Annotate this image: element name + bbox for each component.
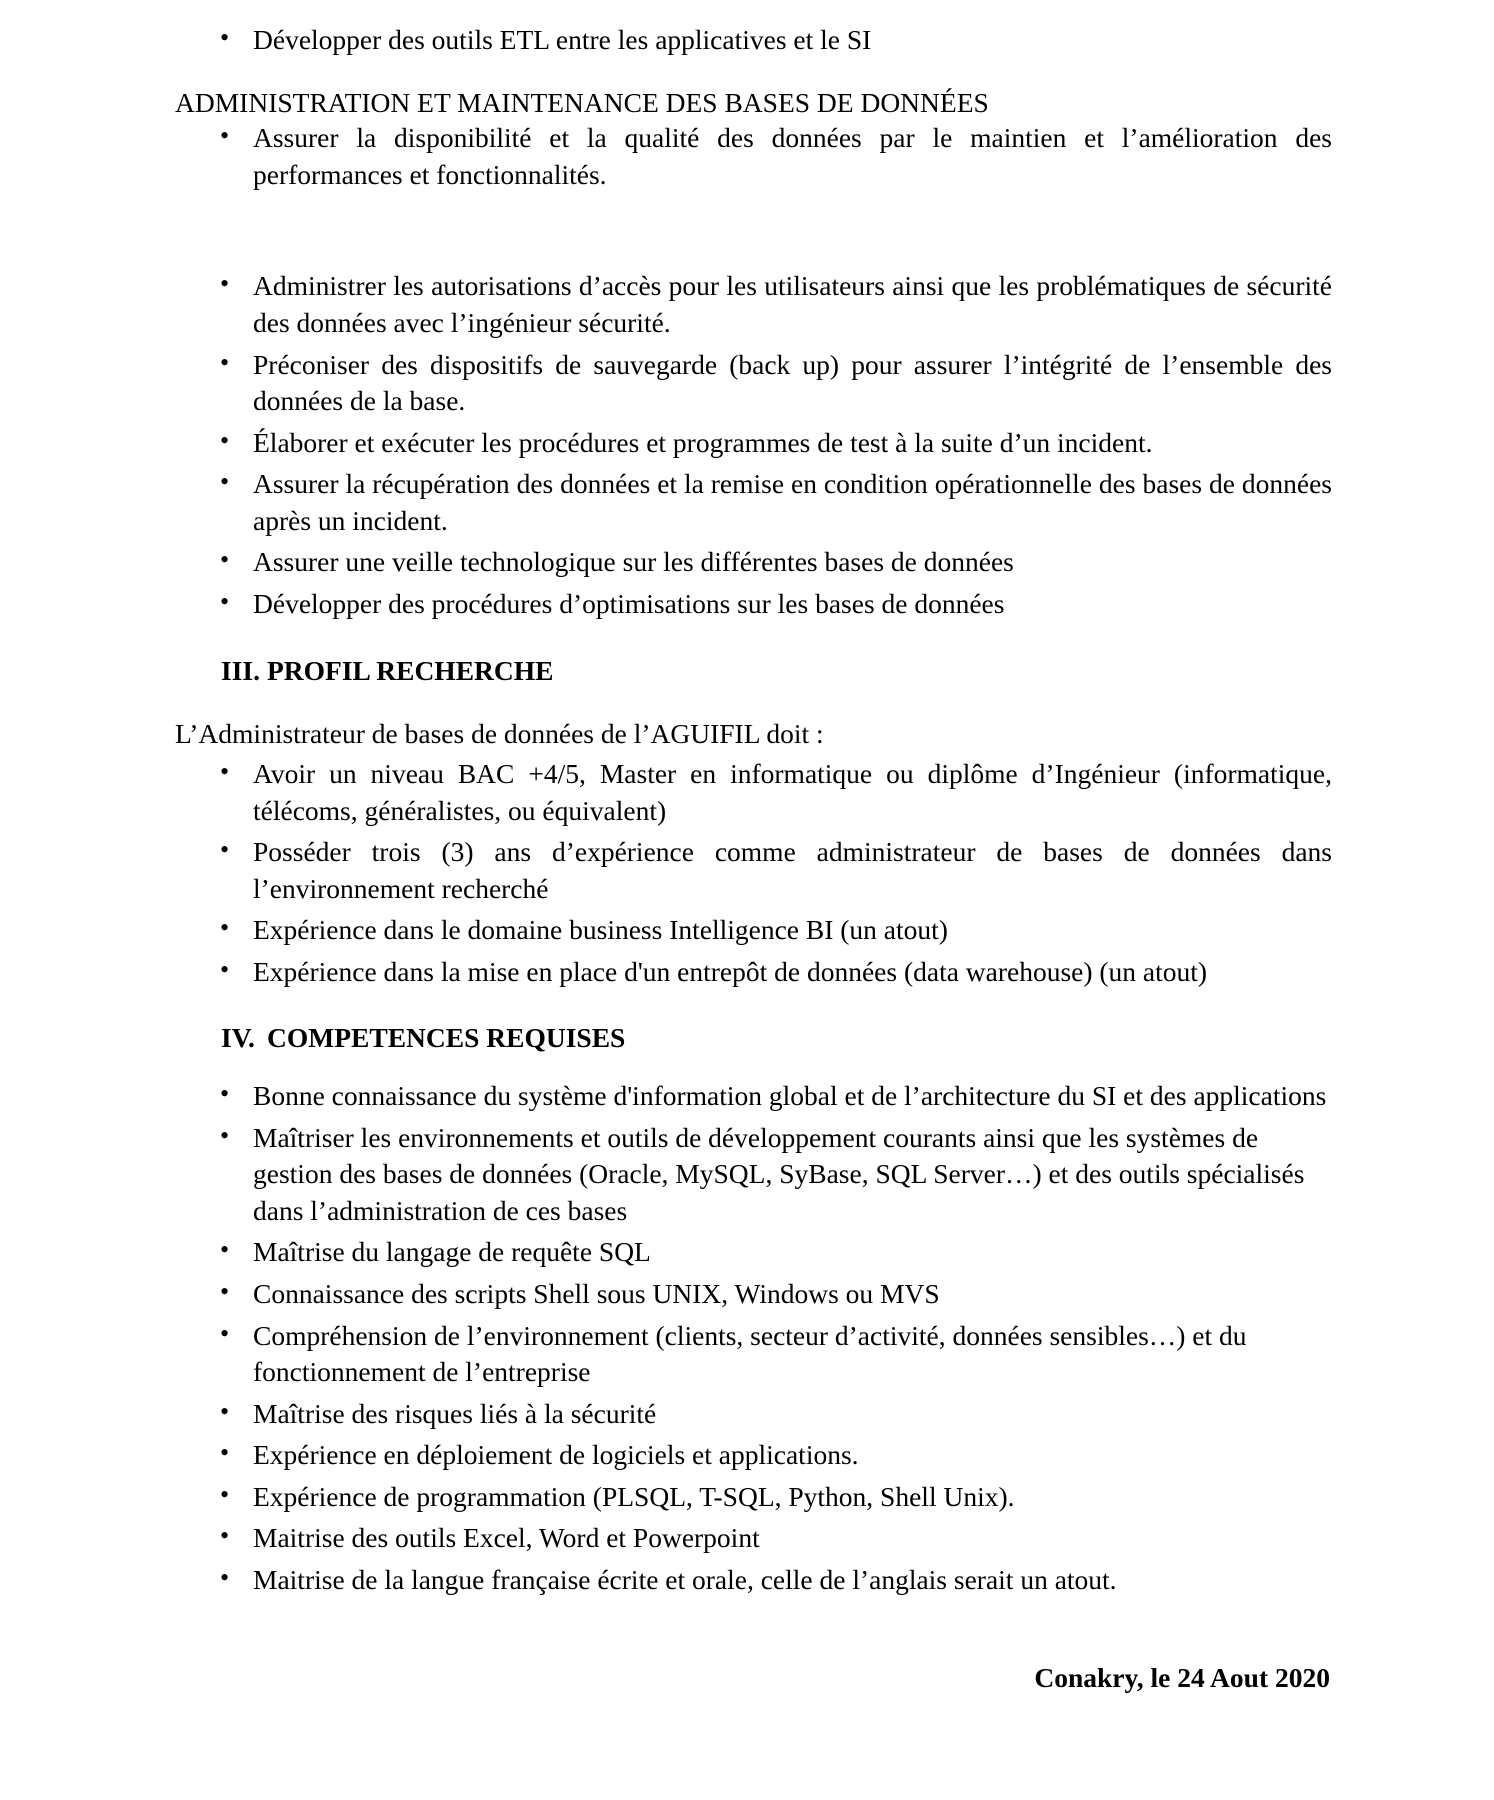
section-number-profil: III. bbox=[221, 654, 260, 686]
list-item: • Expérience de programmation (PLSQL, T-SQL, Python, Shell Unix). bbox=[175, 1479, 1334, 1516]
list-item: • Maîtriser les environnements et outils de développement courants ainsi que les systèmes de gestion des bases de données (Oracle, MySQL, SyBase, SQL Server…) et des outils spécialisés dans l’administration de ces bases bbox=[175, 1120, 1334, 1230]
list-item: • Connaissance des scripts Shell sous UNIX, Windows ou MVS bbox=[175, 1276, 1334, 1313]
section-title-profil: PROFIL RECHERCHE bbox=[267, 654, 554, 686]
section-title-competences: COMPETENCES REQUISES bbox=[267, 1022, 626, 1054]
administration-bullets-first bbox=[175, 120, 1334, 193]
list-item: • Administrer les autorisations d’accès pour les utilisateurs ainsi que les problématiques de sécurité des données avec l’ingénieur sécurité. bbox=[175, 268, 1334, 341]
section-heading-competences bbox=[175, 1020, 1334, 1056]
list-item: • Préconiser des dispositifs de sauvegarde (back up) pour assurer l’intégrité de l’ensemble des données de la base. bbox=[175, 347, 1334, 420]
list-item: • Développer des outils ETL entre les applicatives et le SI bbox=[175, 22, 1334, 59]
competences-bullets bbox=[175, 1078, 1334, 1598]
spacer bbox=[175, 1056, 1334, 1078]
list-item: • Expérience dans le domaine business Intelligence BI (un atout) bbox=[175, 912, 1334, 949]
administration-bullets-second bbox=[175, 268, 1334, 622]
profil-intro-text: L’Administrateur de bases de données de l’AGUIFIL doit : bbox=[175, 718, 824, 750]
list-item: • Élaborer et exécuter les procédures et programmes de test à la suite d’un incident. bbox=[175, 425, 1334, 462]
section-heading-administration: ADMINISTRATION ET MAINTENANCE DES BASES DE DONNÉES bbox=[175, 86, 989, 118]
list-item: • Posséder trois (3) ans d’expérience comme administrateur de bases de données dans l’environnement recherché bbox=[175, 834, 1334, 907]
signature-line: Conakry, le 24 Aout 2020 bbox=[1034, 1662, 1330, 1694]
section-number-competences: IV. bbox=[221, 1022, 255, 1054]
list-item: • Maîtrise des risques liés à la sécurité bbox=[175, 1396, 1334, 1433]
list-item: • Développer des procédures d’optimisations sur les bases de données bbox=[175, 586, 1334, 623]
list-item: • Maîtrise du langage de requête SQL bbox=[175, 1234, 1334, 1271]
top-bullet-list bbox=[175, 22, 1334, 59]
blank-spacer bbox=[175, 198, 1334, 268]
list-item: • Expérience en déploiement de logiciels et applications. bbox=[175, 1437, 1334, 1474]
list-item: • Avoir un niveau BAC +4/5, Master en informatique ou diplôme d’Ingénieur (informatique, télécoms, généralistes, ou équivalent) bbox=[175, 756, 1334, 829]
list-item: • Maitrise de la langue française écrite et orale, celle de l’anglais serait un atout. bbox=[175, 1562, 1334, 1599]
list-item: • Assurer une veille technologique sur les différentes bases de données bbox=[175, 544, 1334, 581]
list-item: • Expérience dans la mise en place d'un entrepôt de données (data warehouse) (un atout) bbox=[175, 954, 1334, 991]
list-item: • Bonne connaissance du système d'information global et de l’architecture du SI et des applications bbox=[175, 1078, 1334, 1115]
list-item: • Compréhension de l’environnement (clients, secteur d’activité, données sensibles…) et du fonctionnement de l’entreprise bbox=[175, 1318, 1334, 1391]
list-item: • Assurer la disponibilité et la qualité des données par le maintien et l’amélioration des performances et fonctionnalités. bbox=[175, 120, 1334, 193]
profil-bullets bbox=[175, 756, 1334, 990]
list-item: • Maitrise des outils Excel, Word et Powerpoint bbox=[175, 1520, 1334, 1557]
list-item: • Assurer la récupération des données et la remise en condition opérationnelle des bases de données après un incident. bbox=[175, 466, 1334, 539]
section-heading-profil bbox=[175, 653, 1334, 689]
